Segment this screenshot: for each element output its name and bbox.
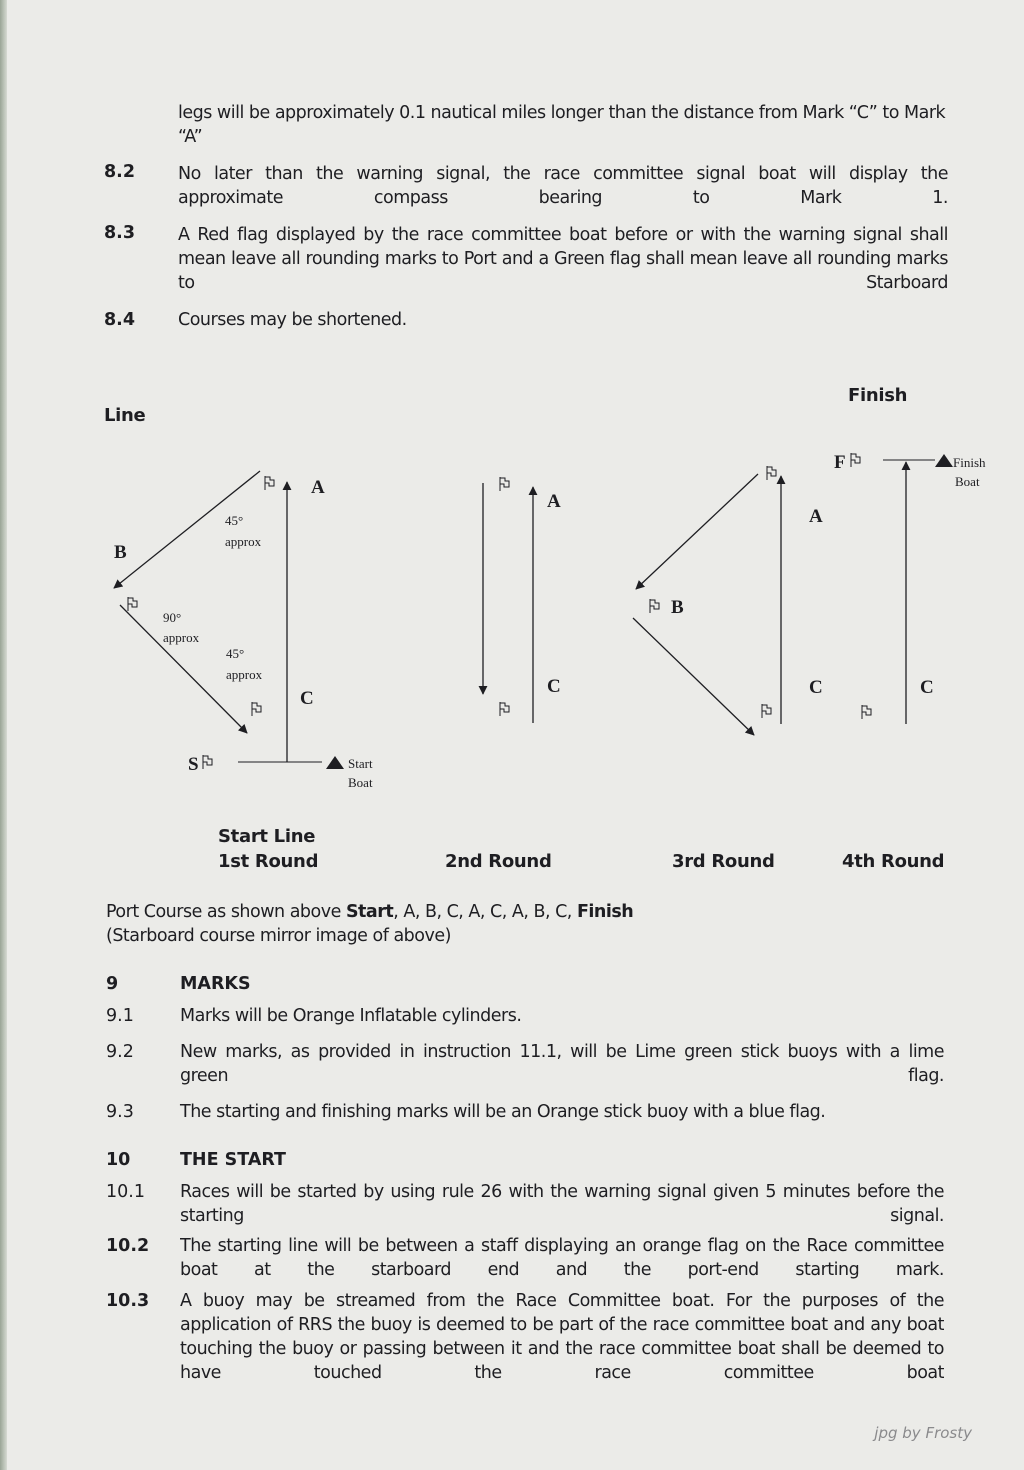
approx-bottom: approx bbox=[226, 667, 263, 682]
round-1-label: 1st Round bbox=[218, 851, 319, 872]
clause-number-9-2: 9.2 bbox=[106, 1042, 134, 1062]
round-3-diagram bbox=[633, 466, 823, 735]
clause-8-2-text: No later than the warning signal, the race committee signal boat will display the approximate compass bearing to Mark 1. bbox=[178, 164, 948, 208]
start-line-label: Start Line bbox=[218, 826, 316, 847]
section-9-number: 9 bbox=[106, 974, 119, 994]
clause-8-3-text: A Red flag displayed by the race committee boat before or with the warning signal shall mean leave all rounding marks to Port and a Green flag shall mean leave all rounding marks to Starboard bbox=[178, 225, 948, 293]
clause-number-8-3: 8.3 bbox=[104, 223, 136, 243]
clause-number-10-1: 10.1 bbox=[106, 1182, 145, 1202]
clause-9-2-text: New marks, as provided in instruction 11.1, will be Lime green stick buoys with a lime green flag. bbox=[180, 1042, 944, 1086]
mark-a-flag-icon bbox=[265, 476, 274, 490]
clause-9-1-text: Marks will be Orange Inflatable cylinders. bbox=[180, 1006, 522, 1026]
clause-number-9-1: 9.1 bbox=[106, 1006, 134, 1026]
finish-mark-label: F bbox=[834, 452, 846, 473]
watermark: jpg by Frosty bbox=[874, 1424, 972, 1442]
round-3-label: 3rd Round bbox=[672, 851, 775, 872]
clause-number-9-3: 9.3 bbox=[106, 1102, 134, 1122]
clause-number-10-3: 10.3 bbox=[106, 1291, 150, 1311]
mark-c-flag-icon bbox=[500, 702, 509, 716]
mark-b-label: B bbox=[671, 597, 684, 618]
round-4-diagram bbox=[834, 452, 986, 724]
round-2-label: 2nd Round bbox=[445, 851, 552, 872]
port-course-description bbox=[106, 900, 633, 924]
course-start: Start bbox=[345, 902, 394, 922]
mark-b-label: B bbox=[114, 542, 127, 563]
mark-a-label: A bbox=[809, 506, 823, 527]
mark-c-flag-icon bbox=[862, 705, 871, 719]
round-4-label: 4th Round bbox=[842, 851, 945, 872]
mark-a-flag-icon bbox=[767, 466, 776, 480]
clause-8-4-text: Courses may be shortened. bbox=[178, 310, 407, 330]
section-10-title: THE START bbox=[180, 1150, 286, 1170]
start-mark-label: S bbox=[188, 754, 199, 775]
mark-c-label: C bbox=[547, 676, 561, 697]
angle-90: 90° bbox=[163, 610, 182, 625]
clause-9-3-text: The starting and finishing marks will be an Orange stick buoy with a blue flag. bbox=[180, 1102, 826, 1122]
starboard-course-note: (Starboard course mirror image of above) bbox=[106, 926, 451, 946]
approx-top: approx bbox=[225, 534, 262, 549]
line-label: Line bbox=[104, 405, 146, 426]
intro-continuation: legs will be approximately 0.1 nautical miles longer than the distance from Mark “C” to Mark “A” bbox=[178, 103, 946, 147]
clause-number-10-2: 10.2 bbox=[106, 1236, 150, 1256]
clause-10-2-text: The starting line will be between a staff displaying an orange flag on the Race committee boat at the starboard end and the port-end starting mark. bbox=[180, 1236, 944, 1280]
start-boat-label-1: Start bbox=[348, 756, 373, 771]
leg-b-to-c bbox=[633, 618, 754, 735]
finish-mark-flag-icon bbox=[851, 453, 860, 467]
mark-c-label: C bbox=[920, 677, 934, 698]
section-10-number: 10 bbox=[106, 1150, 131, 1170]
mark-b-flag-icon bbox=[650, 599, 659, 613]
angle-45-top: 45° bbox=[225, 513, 244, 528]
angle-45-bottom: 45° bbox=[226, 646, 245, 661]
clause-10-1-text: Races will be started by using rule 26 with the warning signal given 5 minutes before the starting signal. bbox=[180, 1182, 944, 1226]
mark-c-flag-icon bbox=[252, 702, 261, 716]
finish-label: Finish bbox=[848, 385, 908, 406]
mark-c-label: C bbox=[300, 688, 314, 709]
course-finish: Finish bbox=[576, 902, 634, 922]
clause-number-8-4: 8.4 bbox=[104, 310, 136, 330]
section-9-title: MARKS bbox=[180, 974, 251, 994]
finish-boat-label-2: Boat bbox=[955, 474, 980, 489]
finish-boat-label-1: Finish bbox=[953, 455, 986, 470]
course-sequence: , A, B, C, A, C, A, B, C, bbox=[393, 902, 577, 922]
leg-a-to-b bbox=[114, 471, 260, 588]
mark-a-flag-icon bbox=[500, 477, 509, 491]
clause-number-8-2: 8.2 bbox=[104, 162, 136, 182]
mark-b-flag-icon bbox=[128, 597, 137, 611]
mark-c-label: C bbox=[809, 677, 823, 698]
clause-10-3-text: A buoy may be streamed from the Race Committee boat. For the purposes of the application of RRS the buoy is deemed to be part of the race committee boat and any boat touching the buoy or passing between it and the race committee boat shall be deemed to have touched the race committee boat bbox=[180, 1291, 944, 1383]
course-prefix: Port Course as shown above bbox=[106, 902, 346, 922]
mark-a-label: A bbox=[311, 477, 325, 498]
approx-90: approx bbox=[163, 630, 200, 645]
finish-boat-icon bbox=[935, 454, 953, 467]
start-boat-icon bbox=[326, 756, 344, 769]
mark-c-flag-icon bbox=[762, 704, 771, 718]
round-2-diagram bbox=[483, 477, 561, 723]
mark-a-label: A bbox=[547, 491, 561, 512]
start-mark-flag-icon bbox=[203, 755, 212, 769]
round-1-diagram bbox=[114, 471, 373, 790]
start-boat-label-2: Boat bbox=[348, 775, 373, 790]
leg-a-to-b bbox=[636, 474, 758, 589]
